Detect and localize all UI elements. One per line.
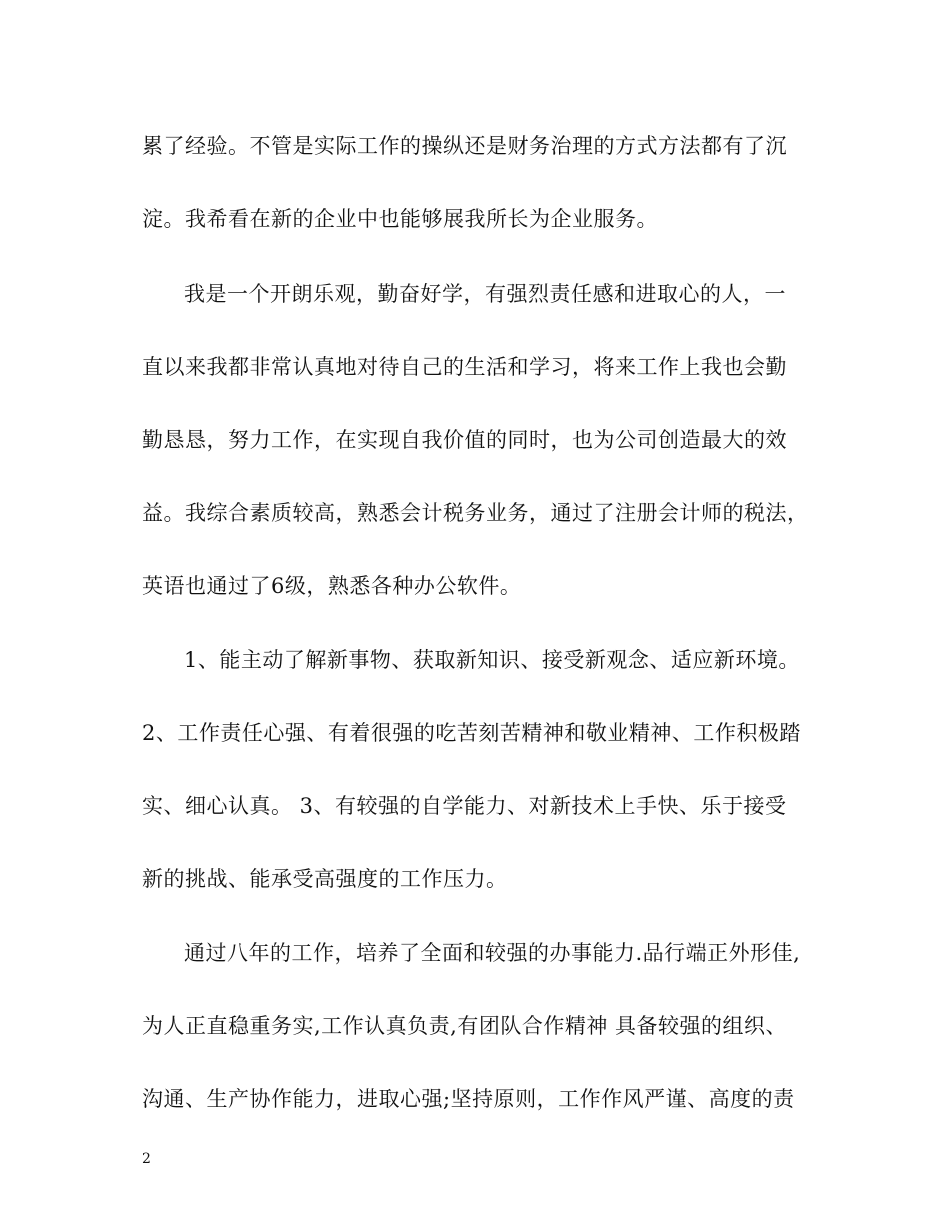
text-line: 直以来我都非常认真地对待自己的生活和学习，将来工作上我也会勤	[142, 355, 787, 379]
text-line: 沟通、生产协作能力，进取心强;坚持原则，工作作风严谨、高度的责	[142, 1087, 795, 1111]
text-line: 益。我综合素质较高，熟悉会计税务业务，通过了注册会计师的税法，	[142, 501, 809, 525]
text-line: 新的挑战、能承受高强度的工作压力。	[142, 867, 508, 891]
text-line: 淀。我希看在新的企业中也能够展我所长为企业服务。	[142, 207, 658, 231]
paragraph-start-line: 1、能主动了解新事物、获取新知识、接受新观念、适应新环境。	[184, 648, 800, 672]
text-line: 2、工作责任心强、有着很强的吃苦刻苦精神和敬业精神、工作积极踏	[142, 721, 801, 745]
page-number: 2	[142, 1151, 151, 1167]
text-line: 实、细心认真。 3、有较强的自学能力、对新技术上手快、乐于接受	[142, 794, 787, 818]
text-line: 英语也通过了6级，熟悉各种办公软件。	[142, 574, 522, 598]
text-line: 勤恳恳，努力工作，在实现自我价值的同时，也为公司创造最大的效	[142, 428, 787, 452]
paragraph-start-line: 我是一个开朗乐观，勤奋好学，有强烈责任感和进取心的人，一	[184, 282, 786, 306]
paragraph-start-line: 通过八年的工作，培养了全面和较强的办事能力.品行端正外形佳,	[184, 941, 801, 965]
text-line: 累了经验。不管是实际工作的操纵还是财务治理的方式方法都有了沉	[142, 134, 787, 158]
text-line: 为人正直稳重务实,工作认真负责,有团队合作精神 具备较强的组织、	[142, 1014, 788, 1038]
